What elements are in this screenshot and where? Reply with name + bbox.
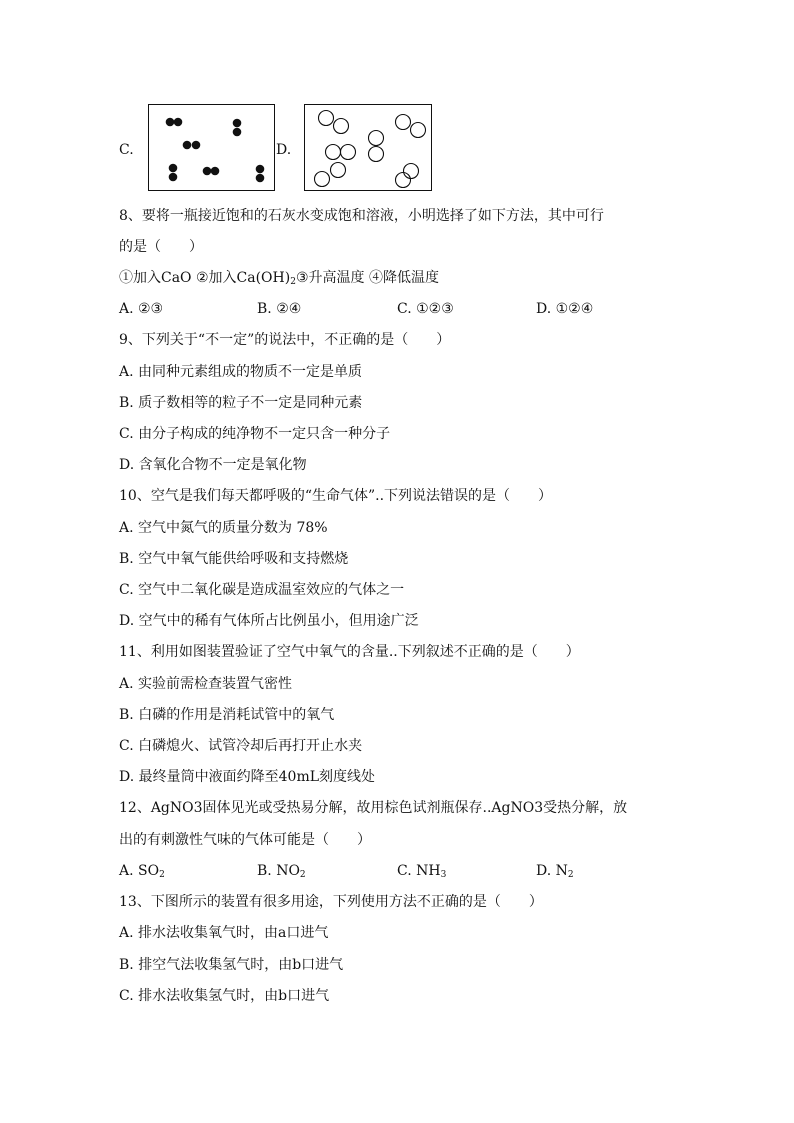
q12-stem-line2: 出的有刺激性气味的气体可能是（ ） (119, 832, 371, 848)
q7-option-c-diagram (148, 104, 275, 191)
q8-methods-subscript: 2 (290, 277, 296, 287)
q8-methods-rest: ③升高温度 ④降低温度 (295, 270, 439, 286)
q8-methods-text: ①加入CaO ②加入Ca(OH) (119, 270, 291, 286)
q12-option-d-subscript: 2 (567, 870, 574, 880)
q12-option-d[interactable] (536, 861, 574, 881)
q12-option-a-text: A. SO (119, 863, 160, 879)
q12-option-c-subscript: 3 (440, 870, 447, 880)
q12-option-c[interactable] (397, 861, 536, 881)
q10-option-a[interactable]: A. 空气中氮气的质量分数为 78% (119, 520, 328, 536)
q9-stem: 9、下列关于“不一定”的说法中，不正确的是（ ） (119, 332, 451, 348)
q11-option-a[interactable]: A. 实验前需检查装置气密性 (119, 676, 293, 692)
q8-stem-line1: 8、要将一瓶接近饱和的石灰水变成饱和溶液，小明选择了如下方法，其中可行 (119, 208, 604, 224)
q12-option-d-text: D. N (536, 863, 568, 879)
q13-option-c[interactable]: C. 排水法收集氢气时，由b口进气 (119, 988, 330, 1004)
q8-methods (119, 268, 439, 288)
q10-option-c[interactable]: C. 空气中二氧化碳是造成温室效应的气体之一 (119, 582, 405, 598)
q8-stem-line2: 的是（ ） (119, 239, 203, 255)
q12-option-b-subscript: 2 (299, 870, 306, 880)
q8-option-c[interactable]: C. ①②③ (397, 301, 454, 317)
q9-option-c[interactable]: C. 由分子构成的纯净物不一定只含一种分子 (119, 426, 391, 442)
hollow-atoms (305, 105, 433, 192)
q10-option-d[interactable]: D. 空气中的稀有气体所占比例虽小，但用途广泛 (119, 613, 419, 629)
q12-option-c-text: C. NH (397, 863, 441, 879)
q10-stem: 10、空气是我们每天都呼吸的“生命气体”..下列说法错误的是（ ） (119, 488, 553, 504)
q13-option-b[interactable]: B. 排空气法收集氢气时，由b口进气 (119, 957, 344, 973)
q13-stem: 13、下图所示的装置有很多用途，下列使用方法不正确的是（ ） (119, 894, 543, 910)
q8-option-d[interactable]: D. ①②④ (536, 301, 594, 317)
q12-option-a-subscript: 2 (159, 870, 165, 880)
q8-option-a[interactable]: A. ②③ (119, 301, 164, 317)
q11-option-c[interactable]: C. 白磷熄火、试管冷却后再打开止水夹 (119, 738, 363, 754)
q10-option-b[interactable]: B. 空气中氧气能供给呼吸和支持燃烧 (119, 551, 349, 567)
q8-option-b[interactable]: B. ②④ (257, 301, 302, 317)
q9-option-d[interactable]: D. 含氧化合物不一定是氧化物 (119, 457, 307, 473)
q7-option-d-diagram (304, 104, 432, 191)
q11-stem: 11、利用如图装置验证了空气中氧气的含量..下列叙述不正确的是（ ） (119, 644, 580, 660)
q7-option-c-label: C. (119, 142, 134, 158)
q12-options (119, 861, 739, 881)
q11-option-d[interactable]: D. 最终量筒中液面约降至40mL刻度线处 (119, 769, 376, 785)
q11-option-b[interactable]: B. 白磷的作用是消耗试管中的氧气 (119, 707, 335, 723)
black-diatomic-molecules (149, 105, 276, 192)
q9-option-a[interactable]: A. 由同种元素组成的物质不一定是单质 (119, 364, 363, 380)
q12-stem-line1: 12、AgNO3固体见光或受热易分解，故用棕色试剂瓶保存..AgNO3受热分解，放 (119, 800, 628, 816)
q12-option-b[interactable] (257, 861, 397, 881)
q12-option-b-text: B. NO (257, 863, 300, 879)
q13-option-a[interactable]: A. 排水法收集氧气时，由a口进气 (119, 925, 329, 941)
q12-option-a[interactable] (119, 861, 257, 881)
q7-option-d-label: D. (276, 142, 292, 158)
q8-options (119, 299, 739, 319)
q9-option-b[interactable]: B. 质子数相等的粒子不一定是同种元素 (119, 395, 363, 411)
